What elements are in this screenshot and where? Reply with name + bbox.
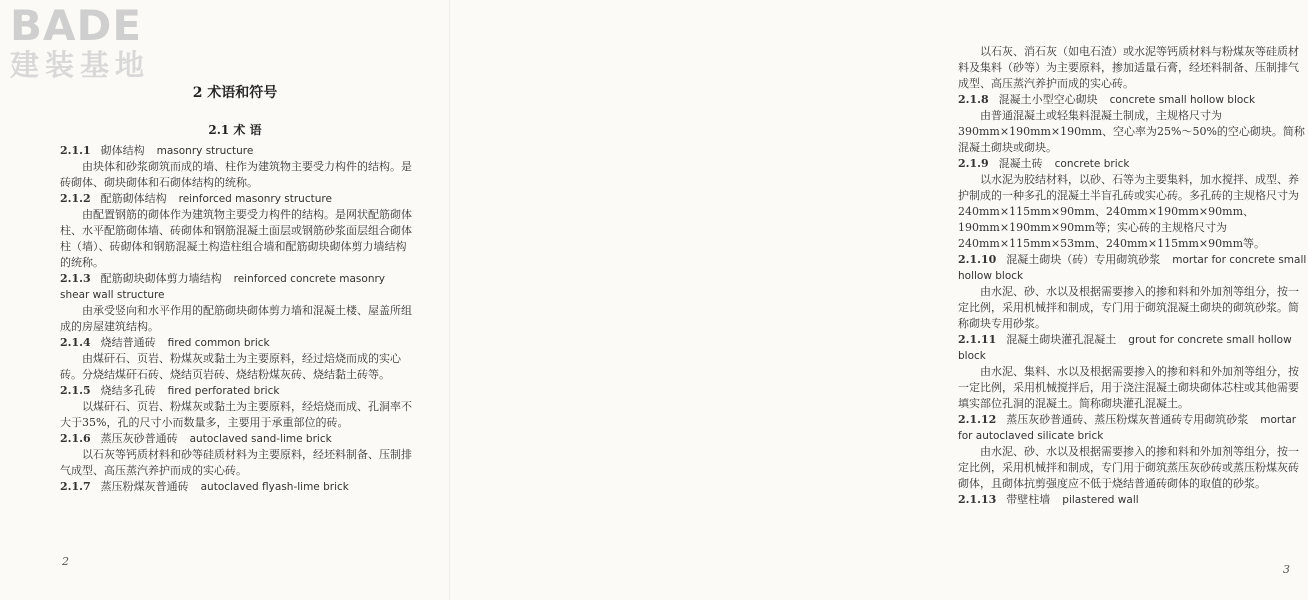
left-page bbox=[0, 0, 450, 600]
term-entry bbox=[958, 156, 1308, 252]
term-en: autoclaved flyash-lime brick bbox=[200, 481, 349, 493]
right-content bbox=[958, 44, 1308, 508]
term-en: masonry structure bbox=[156, 145, 254, 157]
term-number: 2.1.3 bbox=[60, 272, 91, 285]
term-entry bbox=[958, 332, 1308, 412]
term-definition: 以水泥为胶结材料，以砂、石等为主要集料，加水搅拌、成型、养护制成的一种多孔的混凝土半盲孔砖或实心砖。多孔砖的主规格尺寸为240mm×115mm×90mm、240mm×190mm×90mm、190mm×190mm×90mm等；实心砖的主规格尺寸为240mm×115mm×53mm、240mm×115mm×90mm等。 bbox=[958, 173, 1299, 250]
term-cn: 混凝土砌块（砖）专用砌筑砂浆 bbox=[1006, 253, 1161, 266]
term-cn: 蒸压灰砂普通砖、蒸压粉煤灰普通砖专用砌筑砂浆 bbox=[1006, 413, 1249, 426]
term-en: mortar for autoclaved silicate brick bbox=[958, 414, 1297, 442]
term-definition: 以石灰等钙质材料和砂等硅质材料为主要原料，经坯料制备、压制排气成型、高压蒸汽养护而成的实心砖。 bbox=[60, 448, 412, 477]
term-en: mortar for concrete small hollow block bbox=[958, 254, 1307, 282]
term-en: fired common brick bbox=[167, 337, 270, 349]
term-number: 2.1.12 bbox=[958, 413, 997, 426]
right-page bbox=[450, 0, 1307, 600]
term-number: 2.1.4 bbox=[60, 336, 91, 349]
term-en: pilastered wall bbox=[1062, 494, 1139, 506]
term-en: concrete small hollow block bbox=[1109, 94, 1256, 106]
section-title: 2.1 术 语 bbox=[208, 123, 262, 137]
term-cn: 配筋砌体结构 bbox=[100, 192, 167, 205]
term-definition: 由水泥、集料、水以及根据需要掺入的掺和料和外加剂等组分，按一定比例，采用机械搅拌后，用于浇注混凝土砌块砌体芯柱或其他需要填实部位孔洞的混凝土。简称砌块灌孔混凝土。 bbox=[958, 365, 1299, 410]
term-cn: 砌体结构 bbox=[100, 144, 145, 157]
continued-definition: 以石灰、消石灰（如电石渣）或水泥等钙质材料与粉煤灰等硅质材料及集料（砂等）为主要原料，掺加适量石膏，经坯料制备、压制排气成型、高压蒸汽养护而成的实心砖。 bbox=[958, 45, 1299, 90]
term-number: 2.1.8 bbox=[958, 93, 989, 106]
term-cn: 混凝土小型空心砌块 bbox=[998, 93, 1098, 106]
term-definition: 由水泥、砂、水以及根据需要掺入的掺和料和外加剂等组分，按一定比例，采用机械拌和制成，专门用于砌筑混凝土砌块的砌筑砂浆。简称砌块专用砂浆。 bbox=[958, 285, 1299, 330]
term-cn: 配筋砌块砌体剪力墙结构 bbox=[100, 272, 222, 285]
page-number: 3 bbox=[1283, 563, 1290, 576]
term-entry bbox=[60, 335, 412, 383]
term-number: 2.1.7 bbox=[60, 480, 91, 493]
term-cn: 混凝土砖 bbox=[998, 157, 1043, 170]
term-entry bbox=[958, 92, 1308, 156]
chapter-title: 2 术语和符号 bbox=[192, 85, 278, 101]
term-entry bbox=[958, 412, 1308, 492]
term-cn: 蒸压粉煤灰普通砖 bbox=[100, 480, 189, 493]
term-definition: 由块体和砂浆砌筑而成的墙、柱作为建筑物主要受力构件的结构。是砖砌体、砌块砌体和石砌体结构的统称。 bbox=[60, 160, 412, 189]
term-cn: 带壁柱墙 bbox=[1006, 493, 1051, 506]
term-number: 2.1.10 bbox=[958, 253, 997, 266]
term-number: 2.1.5 bbox=[60, 384, 91, 397]
term-number: 2.1.1 bbox=[60, 144, 91, 157]
term-en: reinforced masonry structure bbox=[178, 193, 332, 205]
term-definition: 由承受竖向和水平作用的配筋砌块砌体剪力墙和混凝土楼、屋盖所组成的房屋建筑结构。 bbox=[60, 304, 412, 333]
term-entry bbox=[60, 479, 412, 495]
term-definition: 由水泥、砂、水以及根据需要掺入的掺和料和外加剂等组分，按一定比例，采用机械拌和制成，专门用于砌筑蒸压灰砂砖或蒸压粉煤灰砖砌体，且砌体抗剪强度应不低于烧结普通砖砌体的取值的砂浆。 bbox=[958, 445, 1299, 490]
term-entry bbox=[60, 431, 412, 479]
term-number: 2.1.9 bbox=[958, 157, 989, 170]
term-cn: 混凝土砌块灌孔混凝土 bbox=[1006, 333, 1117, 346]
term-entry bbox=[958, 492, 1308, 508]
term-en: autoclaved sand-lime brick bbox=[189, 433, 332, 445]
term-definition: 由配置钢筋的砌体作为建筑物主要受力构件的结构。是网状配筋砌体柱、水平配筋砌体墙、砖砌体和钢筋混凝土面层或钢筋砂浆面层组合砌体柱（墙）、砖砌体和钢筋混凝土构造柱组合墙和配筋砌块砌体剪力墙结构的统称。 bbox=[60, 208, 412, 269]
term-entry bbox=[60, 143, 412, 191]
term-cn: 烧结普通砖 bbox=[100, 336, 156, 349]
logo bbox=[10, 1, 170, 82]
page-number: 2 bbox=[62, 555, 69, 568]
term-en: fired perforated brick bbox=[167, 385, 280, 397]
term-cn: 烧结多孔砖 bbox=[100, 384, 156, 397]
term-number: 2.1.6 bbox=[60, 432, 91, 445]
term-entry bbox=[60, 383, 412, 431]
term-en: reinforced concrete masonry shear wall structure bbox=[60, 273, 386, 301]
term-number: 2.1.2 bbox=[60, 192, 91, 205]
term-en: concrete brick bbox=[1054, 158, 1130, 170]
term-definition: 由煤矸石、页岩、粉煤灰或黏土为主要原料，经过焙烧而成的实心砖。分烧结煤矸石砖、烧结页岩砖、烧结粉煤灰砖、烧结黏土砖等。 bbox=[60, 352, 401, 381]
term-entry bbox=[958, 252, 1308, 332]
term-definition: 以煤矸石、页岩、粉煤灰或黏土为主要原料，经焙烧而成、孔洞率不大于35%，孔的尺寸小而数量多，主要用于承重部位的砖。 bbox=[60, 400, 412, 429]
term-cn: 蒸压灰砂普通砖 bbox=[100, 432, 178, 445]
term-en: grout for concrete small hollow block bbox=[958, 334, 1292, 362]
term-number: 2.1.11 bbox=[958, 333, 997, 346]
term-entry bbox=[60, 271, 412, 335]
term-entry bbox=[60, 191, 412, 271]
term-definition: 由普通混凝土或轻集料混凝土制成，主规格尺寸为390mm×190mm×190mm、空心率为25%～50%的空心砌块。简称混凝土砌块或砌块。 bbox=[958, 109, 1305, 154]
left-content bbox=[60, 143, 412, 495]
logo-tagline: 建装基地 bbox=[10, 48, 151, 82]
term-number: 2.1.13 bbox=[958, 493, 997, 506]
logo-brand: BADE bbox=[10, 1, 143, 50]
